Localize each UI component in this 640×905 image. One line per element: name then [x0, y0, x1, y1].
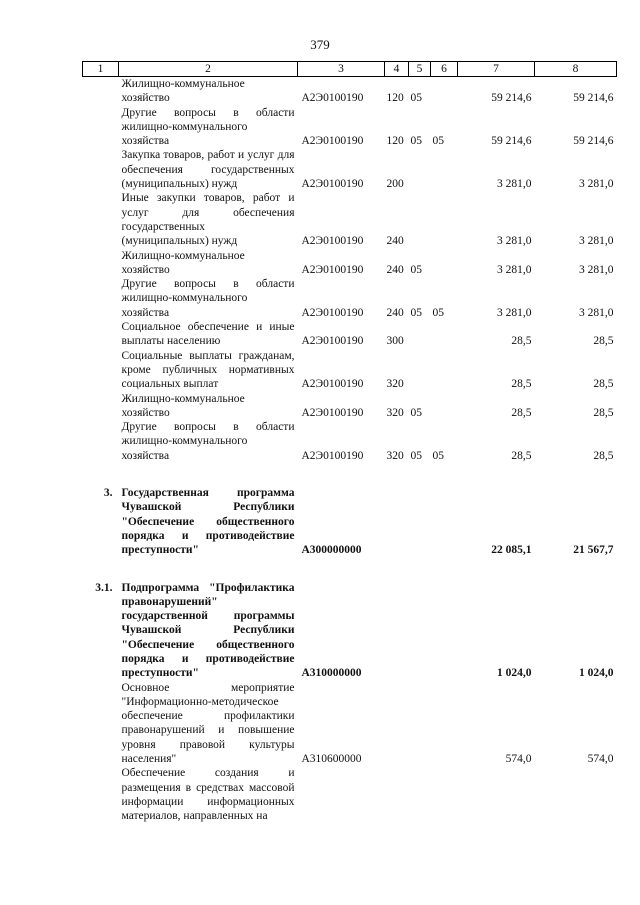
subsection — [431, 766, 458, 823]
table-row — [83, 249, 617, 278]
expense-type: 120 — [386, 92, 404, 105]
expense-type: 320 — [386, 406, 404, 419]
target-code: А310600000 — [301, 753, 362, 766]
table-row — [83, 486, 617, 557]
amount-year-2: 3 281,0 — [579, 235, 614, 248]
row-spacer — [83, 558, 617, 581]
amount-year-2: 59 214,6 — [573, 135, 614, 148]
subsection — [431, 681, 458, 767]
section: 05 — [410, 306, 422, 319]
section: 05 — [410, 406, 422, 419]
row-spacer — [83, 463, 617, 486]
row-name: Государственная программа Чувашской Республики "Обеспечение общественного порядка и противодействие преступности" — [121, 487, 295, 557]
table-row — [83, 320, 617, 349]
column-header: 1 — [83, 62, 119, 77]
expense-type: 240 — [386, 235, 404, 248]
target-code: А2Э0100190 — [301, 263, 364, 276]
amount-year-2: 3 281,0 — [579, 263, 614, 276]
column-header: 8 — [535, 62, 617, 77]
subsection — [431, 486, 458, 557]
target-code: А2Э0100190 — [301, 406, 364, 419]
amount-year-1: 3 281,0 — [497, 235, 532, 248]
target-code: А2Э0100190 — [301, 335, 364, 348]
amount-year-2: 21 567,7 — [573, 544, 614, 557]
table-row — [83, 191, 617, 248]
target-code: А2Э0100190 — [301, 135, 364, 148]
expense-type — [385, 581, 409, 681]
expense-type — [385, 766, 409, 823]
row-name: Жилищно-коммунальное хозяйство — [121, 392, 245, 419]
expense-type: 240 — [386, 263, 404, 276]
amount-year-1: 28,5 — [511, 378, 532, 391]
amount-year-1: 3 281,0 — [497, 263, 532, 276]
subsection — [431, 320, 458, 349]
row-number — [83, 191, 119, 248]
target-code: А2Э0100190 — [301, 449, 364, 462]
amount-year-1: 59 214,6 — [491, 135, 532, 148]
section — [409, 191, 431, 248]
row-name: Основное мероприятие "Информационно-методическое обеспечение профилактики правонарушений и повышение уровня правовой культуры населения" — [121, 681, 295, 766]
expense-type: 300 — [386, 335, 404, 348]
row-name: Подпрограмма "Профилактика правонарушений" государственной программы Чувашской Республики "Обеспечение общественного порядка и противодействие преступности" — [121, 581, 295, 680]
subsection — [431, 392, 458, 421]
amount-year-2: 3 281,0 — [579, 178, 614, 191]
amount-year-1: 28,5 — [511, 449, 532, 462]
expense-type: 200 — [386, 178, 404, 191]
budget-table — [82, 61, 617, 824]
target-code: А2Э0100190 — [301, 178, 364, 191]
row-name: Закупка товаров, работ и услуг для обеспечения государственных (муниципальных) нужд — [121, 149, 295, 191]
amount-year-2: 28,5 — [593, 378, 614, 391]
table-row — [83, 277, 617, 320]
table-row — [83, 77, 617, 106]
column-number-header — [83, 62, 617, 77]
target-code: А2Э0100190 — [301, 378, 364, 391]
table-row — [83, 106, 617, 149]
amount-year-1: 28,5 — [511, 335, 532, 348]
row-name: Другие вопросы в области жилищно-коммунального хозяйства — [121, 278, 295, 319]
subsection: 05 — [432, 306, 444, 319]
section: 05 — [410, 92, 422, 105]
section — [409, 148, 431, 191]
target-code: А2Э0100190 — [301, 235, 364, 248]
subsection — [431, 191, 458, 248]
amount-year-2: 59 214,6 — [573, 92, 614, 105]
row-name: Другие вопросы в области жилищно-коммунального хозяйства — [121, 106, 295, 148]
subsection — [431, 148, 458, 191]
row-number — [83, 349, 119, 392]
table-row — [83, 420, 617, 463]
row-number — [83, 249, 119, 278]
row-number — [83, 320, 119, 349]
table-row — [83, 766, 617, 823]
section — [409, 349, 431, 392]
amount-year-2: 3 281,0 — [579, 306, 614, 319]
row-number: 3.1. — [95, 581, 113, 594]
amount-year-1: 59 214,6 — [491, 92, 532, 105]
section — [409, 766, 431, 823]
amount-year-1: 574,0 — [505, 753, 532, 766]
table-row — [83, 681, 617, 767]
section: 05 — [410, 263, 422, 276]
subsection: 05 — [432, 135, 444, 148]
amount-year-2: 28,5 — [593, 406, 614, 419]
section — [409, 681, 431, 767]
section: 05 — [410, 135, 422, 148]
expense-type — [385, 486, 409, 557]
amount-year-1: 3 281,0 — [497, 178, 532, 191]
amount-year-1 — [458, 766, 535, 823]
row-number — [83, 420, 119, 463]
row-number — [83, 766, 119, 823]
row-number — [83, 77, 119, 106]
row-name: Другие вопросы в области жилищно-коммунального хозяйства — [121, 421, 295, 462]
target-code: А2Э0100190 — [301, 92, 364, 105]
amount-year-2 — [535, 766, 617, 823]
amount-year-1: 3 281,0 — [497, 306, 532, 319]
amount-year-1: 28,5 — [511, 406, 532, 419]
row-name: Жилищно-коммунальное хозяйство — [121, 78, 245, 105]
expense-type: 240 — [386, 306, 404, 319]
expense-type: 320 — [386, 378, 404, 391]
amount-year-1: 1 024,0 — [497, 667, 532, 680]
column-header: 5 — [409, 62, 431, 77]
expense-type: 120 — [386, 135, 404, 148]
amount-year-2: 574,0 — [587, 753, 614, 766]
target-code: А300000000 — [301, 544, 362, 557]
table-row — [83, 392, 617, 421]
amount-year-2: 1 024,0 — [579, 667, 614, 680]
row-number — [83, 277, 119, 320]
section — [409, 486, 431, 557]
column-header: 2 — [119, 62, 298, 77]
row-name: Социальные выплаты гражданам, кроме публичных нормативных социальных выплат — [121, 349, 295, 391]
page-number: 379 — [310, 37, 330, 52]
row-name: Жилищно-коммунальное хозяйство — [121, 249, 245, 276]
subsection — [431, 581, 458, 681]
amount-year-2: 28,5 — [593, 449, 614, 462]
table-body — [83, 77, 617, 824]
target-code — [298, 766, 385, 823]
section — [409, 581, 431, 681]
section: 05 — [410, 449, 422, 462]
row-number — [83, 392, 119, 421]
target-code: А310000000 — [301, 667, 362, 680]
section — [409, 320, 431, 349]
row-name: Иные закупки товаров, работ и услуг для обеспечения государственных (муниципальных) нужд — [121, 192, 295, 248]
subsection — [431, 349, 458, 392]
row-number — [83, 106, 119, 149]
row-number: 3. — [103, 487, 113, 500]
subsection — [431, 77, 458, 106]
row-number — [83, 681, 119, 767]
subsection — [431, 249, 458, 278]
column-header: 7 — [458, 62, 535, 77]
expense-type: 320 — [386, 449, 404, 462]
table-row — [83, 349, 617, 392]
column-header: 4 — [385, 62, 409, 77]
row-name: Обеспечение создания и размещения в средствах массовой информации информационных материалов, направленных на — [121, 767, 295, 823]
table-row — [83, 148, 617, 191]
table-row — [83, 581, 617, 681]
expense-type — [385, 681, 409, 767]
amount-year-1: 22 085,1 — [491, 544, 532, 557]
column-header: 6 — [431, 62, 458, 77]
column-header: 3 — [298, 62, 385, 77]
target-code: А2Э0100190 — [301, 306, 364, 319]
row-number — [83, 148, 119, 191]
subsection: 05 — [432, 449, 444, 462]
amount-year-2: 28,5 — [593, 335, 614, 348]
row-name: Социальное обеспечение и иные выплаты населению — [121, 321, 295, 348]
